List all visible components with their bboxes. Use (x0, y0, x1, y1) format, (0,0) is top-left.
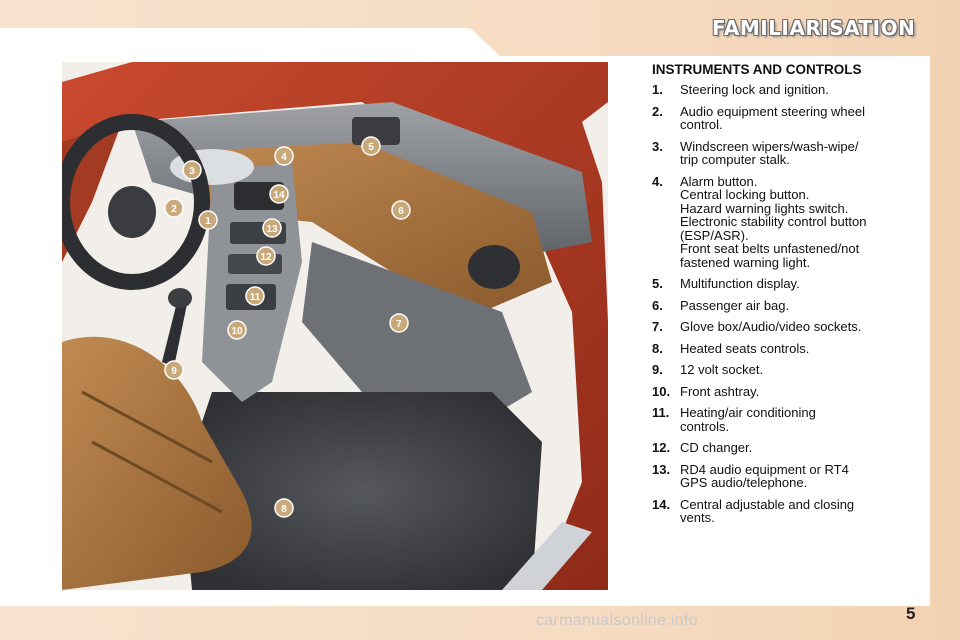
control-item (652, 342, 912, 356)
control-number: 7. (652, 319, 663, 334)
control-item (652, 498, 912, 525)
control-description-line: CD changer. (680, 440, 753, 455)
callout-13 (263, 219, 281, 237)
control-description-line: Steering lock and ignition. (680, 82, 829, 97)
control-description-line: Central adjustable and closing (680, 496, 855, 512)
control-number: 1. (652, 82, 663, 97)
svg-text:4: 4 (281, 152, 287, 163)
control-description (680, 175, 912, 270)
control-description-line: (ESP/ASR). (680, 227, 749, 243)
callout-6 (392, 201, 410, 219)
control-description-line: trip computer stalk. (680, 152, 790, 167)
control-number: 14. (652, 496, 671, 512)
control-description (680, 406, 912, 433)
control-description-line: Heated seats controls. (680, 340, 810, 356)
callout-5 (362, 137, 380, 155)
control-number: 3. (652, 138, 663, 154)
control-description-line: Hazard warning lights switch. (680, 200, 849, 216)
control-description-line: Alarm button. (680, 173, 758, 189)
control-description (680, 498, 912, 525)
callout-4 (275, 147, 293, 165)
callout-10 (228, 321, 246, 339)
svg-text:11: 11 (249, 292, 261, 303)
callout-12 (257, 247, 275, 265)
callout-8 (275, 499, 293, 517)
control-description-line: GPS audio/telephone. (680, 475, 808, 490)
control-item (652, 463, 912, 490)
control-description-line: Heating/air conditioning (680, 405, 816, 420)
svg-text:14: 14 (273, 190, 285, 201)
control-item (652, 320, 912, 334)
control-number: 8. (652, 340, 663, 356)
callout-14 (270, 185, 288, 203)
control-description-line: Audio equipment steering wheel (680, 103, 866, 119)
control-item (652, 299, 912, 313)
control-item (652, 441, 912, 455)
controls-heading: INSTRUMENTS AND CONTROLS (652, 62, 862, 77)
svg-text:3: 3 (189, 166, 195, 177)
control-description-line: Windscreen wipers/wash-wipe/ (680, 138, 859, 154)
control-description-line: 12 volt socket. (680, 362, 764, 377)
svg-text:8: 8 (281, 504, 287, 515)
callout-3 (183, 161, 201, 179)
control-description (680, 363, 912, 377)
control-description (680, 441, 912, 455)
controls-list (652, 83, 912, 525)
control-item (652, 406, 912, 433)
callout-9 (165, 361, 183, 379)
svg-text:7: 7 (396, 319, 402, 330)
control-number: 11. (652, 405, 670, 420)
control-number: 12. (652, 440, 671, 455)
control-number: 13. (652, 461, 671, 477)
control-item (652, 385, 912, 399)
control-item (652, 277, 912, 291)
callout-2 (165, 199, 183, 217)
control-item (652, 105, 912, 132)
callout-7 (390, 314, 408, 332)
callout-1 (199, 211, 217, 229)
svg-text:2: 2 (171, 204, 177, 215)
control-description (680, 140, 912, 167)
control-description-line: Glove box/Audio/video sockets. (680, 319, 862, 334)
section-title: FAMILIARISATION (712, 16, 916, 40)
controls-panel (652, 62, 912, 533)
svg-text:1: 1 (205, 216, 211, 227)
control-description (680, 83, 912, 97)
control-number: 10. (652, 383, 671, 399)
control-description-line: Passenger air bag. (680, 297, 790, 313)
page-number: 5 (906, 604, 916, 623)
control-description-line: vents. (680, 510, 715, 525)
control-description (680, 463, 912, 490)
control-description-line: controls. (680, 418, 730, 434)
control-description (680, 342, 912, 356)
svg-text:6: 6 (398, 206, 404, 217)
control-item (652, 175, 912, 270)
control-number: 6. (652, 297, 663, 313)
svg-text:13: 13 (266, 224, 278, 235)
control-description-line: Central locking button. (680, 187, 810, 202)
svg-text:10: 10 (231, 326, 243, 337)
control-description-line: Electronic stability control button (680, 214, 867, 229)
control-description-line: fastened warning light. (680, 254, 811, 270)
control-description (680, 320, 912, 334)
control-description-line: Front seat belts unfastened/not (680, 241, 860, 256)
callout-11 (246, 287, 264, 305)
svg-text:12: 12 (260, 252, 272, 263)
control-description-line: Front ashtray. (680, 383, 760, 399)
control-item (652, 83, 912, 97)
control-description (680, 299, 912, 313)
control-number: 9. (652, 362, 663, 377)
watermark-text: carmanualsonline.info (536, 612, 698, 629)
control-item (652, 140, 912, 167)
control-item (652, 363, 912, 377)
control-description (680, 277, 912, 291)
control-description-line: control. (680, 117, 723, 132)
control-number: 2. (652, 103, 663, 119)
control-description (680, 385, 912, 399)
control-description-line: Multifunction display. (680, 276, 800, 291)
control-description-line: RD4 audio equipment or RT4 (680, 461, 849, 477)
svg-text:5: 5 (368, 142, 374, 153)
control-description (680, 105, 912, 132)
control-number: 4. (652, 173, 663, 189)
dashboard-illustration (62, 62, 608, 590)
control-number: 5. (652, 276, 663, 291)
svg-text:9: 9 (171, 366, 177, 377)
